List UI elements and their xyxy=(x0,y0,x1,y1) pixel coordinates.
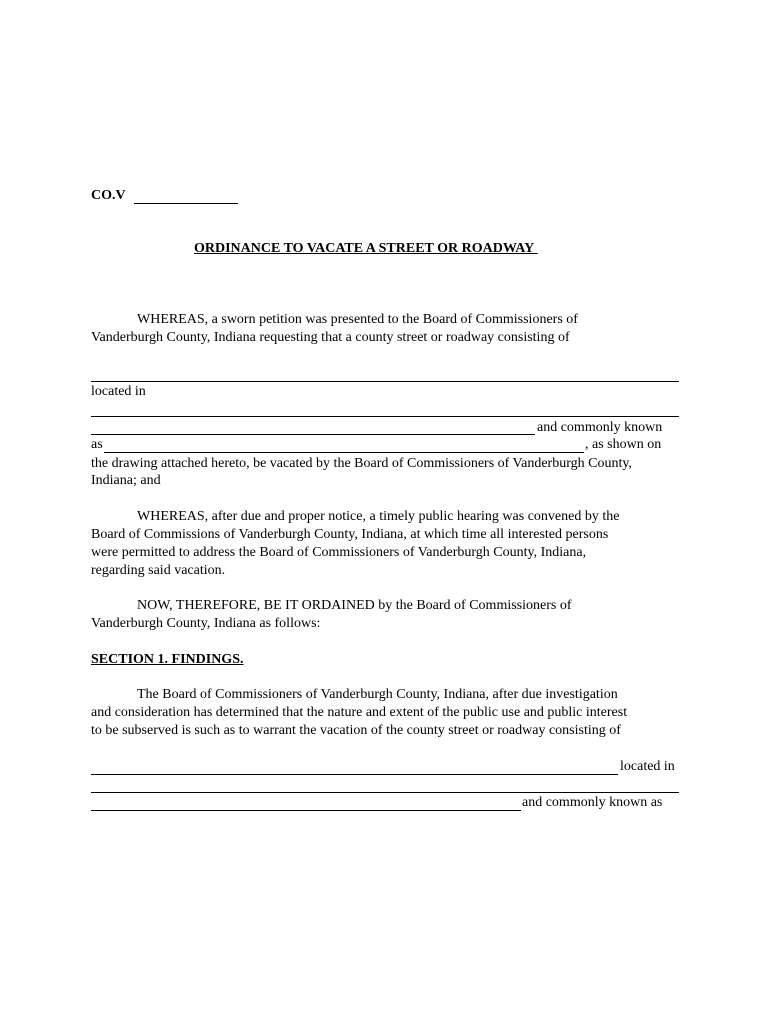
page-title xyxy=(194,240,544,257)
whereas1-line2: Vanderburgh County, Indiana requesting that a county street or roadway consisting of xyxy=(91,330,570,345)
whereas1-as-shown-on: , as shown on xyxy=(585,437,662,452)
street-description-blank[interactable] xyxy=(91,381,679,382)
whereas1-as: as xyxy=(91,437,103,452)
section1-commonly-known-as: and commonly known as xyxy=(522,795,663,810)
whereas1-line7: Indiana; and xyxy=(91,473,161,488)
whereas2-line3: were permitted to address the Board of Commissioners of Vanderburgh County, Indiana, xyxy=(91,545,587,560)
location-blank-1[interactable] xyxy=(91,416,679,417)
whereas1-commonly-known: and commonly known xyxy=(537,420,663,435)
section1-line1: The Board of Commissioners of Vanderburgh County, Indiana, after due investigation xyxy=(137,687,618,702)
title-text: ORDINANCE TO VACATE A STREET OR ROADWAY xyxy=(194,241,535,256)
cov-label: CO.V xyxy=(91,188,126,203)
whereas2-line4: regarding said vacation. xyxy=(91,563,226,578)
whereas1-line6: the drawing attached hereto, be vacated by the Board of Commissioners of Vanderburgh County, xyxy=(91,456,632,471)
section1-line2: and consideration has determined that the nature and extent of the public use and public interest xyxy=(91,705,628,720)
cov-number-blank[interactable] xyxy=(134,203,238,204)
section1-heading: SECTION 1. FINDINGS. xyxy=(91,652,244,667)
ordained-line2: Vanderburgh County, Indiana as follows: xyxy=(91,616,321,631)
whereas2-line1: WHEREAS, after due and proper notice, a timely public hearing was convened by the xyxy=(137,509,620,524)
title-trailing-underline xyxy=(534,240,544,257)
findings-street-blank[interactable] xyxy=(91,774,618,775)
section1-line3: to be subserved is such as to warrant the vacation of the county street or roadway consisting of xyxy=(91,723,621,738)
whereas1-line1: WHEREAS, a sworn petition was presented to the Board of Commissioners of xyxy=(137,312,578,327)
location-blank-2[interactable] xyxy=(91,434,535,435)
ordained-line1: NOW, THEREFORE, BE IT ORDAINED by the Board of Commissioners of xyxy=(137,598,572,613)
findings-location-blank-2[interactable] xyxy=(91,810,521,811)
whereas1-located-in: located in xyxy=(91,384,146,399)
findings-location-blank-1[interactable] xyxy=(91,792,679,793)
common-name-blank[interactable] xyxy=(104,452,584,453)
section1-located-in: located in xyxy=(620,759,675,774)
whereas2-line2: Board of Commissions of Vanderburgh County, Indiana, at which time all interested persons xyxy=(91,527,609,542)
